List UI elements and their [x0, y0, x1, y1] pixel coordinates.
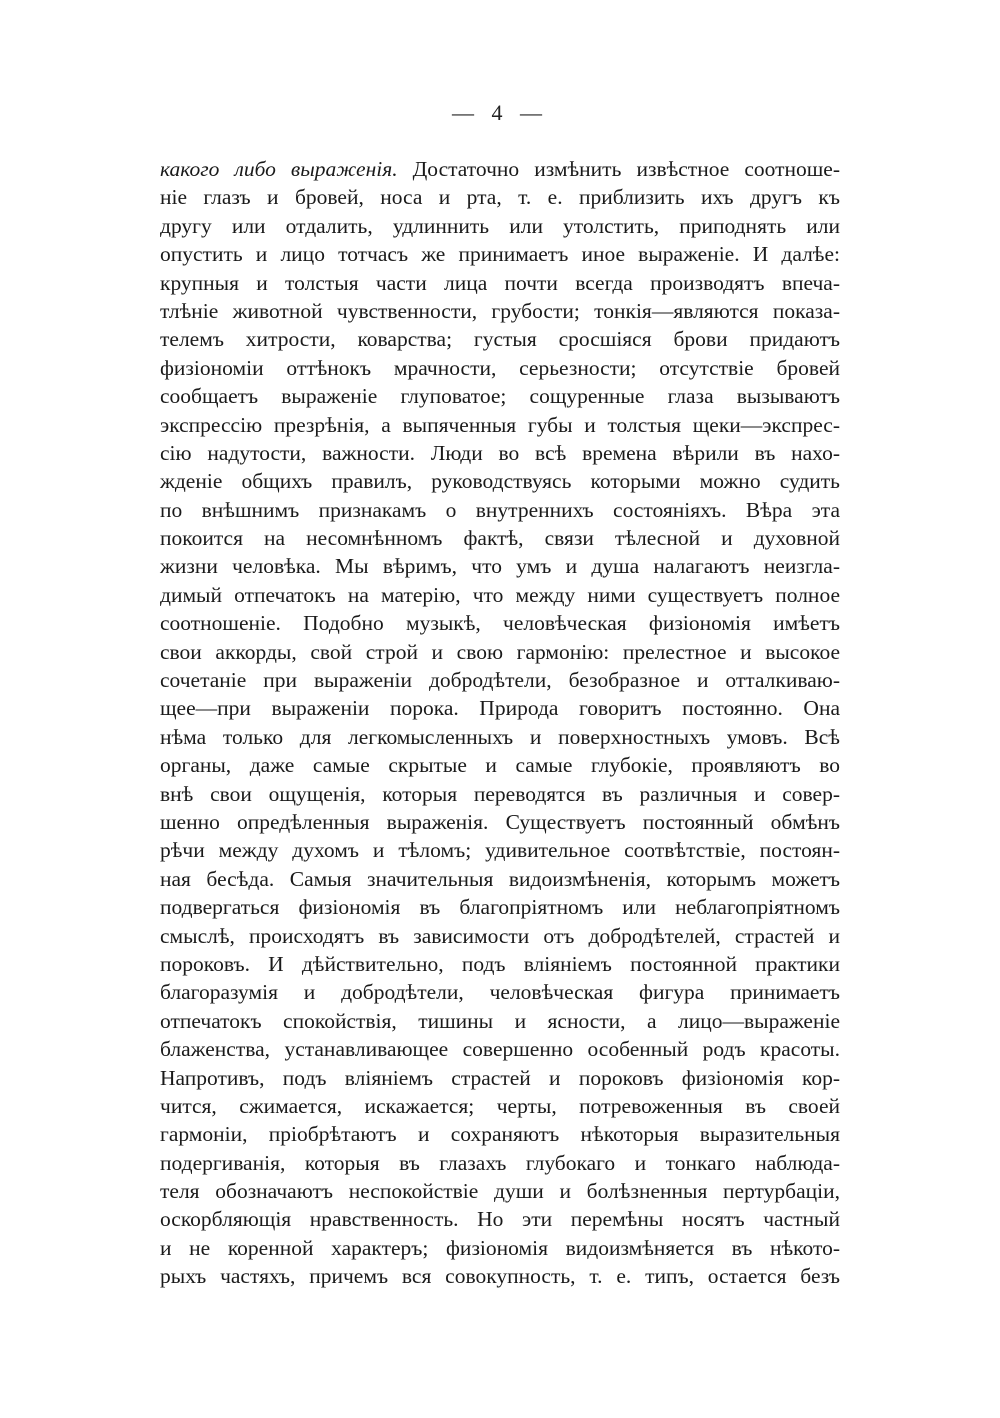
text-line: щее—при выраженіи порока. Природа говоритъ постоянно. Она: [160, 696, 840, 721]
text-line: ная бесѣда. Самыя значительныя видоизмѣненія, которымъ можетъ: [160, 866, 840, 891]
text-line-rest: Достаточно измѣнить извѣстное соотноше-: [397, 157, 840, 181]
text-line: оскорбляющія нравственность. Но эти перемѣны носятъ частный: [160, 1207, 840, 1232]
italic-phrase: какого либо выраженія.: [160, 157, 398, 181]
text-line: крупныя и толстыя части лица почти всегда производятъ впеча-: [160, 270, 840, 295]
text-line: по внѣшнимъ признакамъ о внутреннихъ состояніяхъ. Вѣра эта: [160, 497, 840, 522]
text-line: жизни человѣка. Мы вѣримъ, что умъ и душа налагаютъ неизгла-: [160, 554, 840, 579]
text-line: сообщаетъ выраженіе глуповатое; сощуренные глаза вызываютъ: [160, 384, 840, 409]
text-line: отпечатокъ спокойствія, тишины и ясности, а лицо—выраженіе: [160, 1008, 840, 1033]
text-line: нѣма только для легкомысленныхъ и поверхностныхъ умовъ. Всѣ: [160, 724, 840, 749]
text-line: Напротивъ, подъ вліяніемъ страстей и пороковъ физіономія кор-: [160, 1065, 840, 1090]
text-line: чится, сжимается, искажается; черты, потревоженныя въ своей: [160, 1093, 840, 1118]
text-line: соотношеніе. Подобно музыкѣ, человѣческая физіономія имѣетъ: [160, 611, 840, 636]
text-line: органы, даже самые скрытые и самые глубокіе, проявляютъ во: [160, 753, 840, 778]
text-line: рѣчи между духомъ и тѣломъ; удивительное соотвѣтствіе, постоян-: [160, 838, 840, 863]
text-line: тлѣніе животной чувственности, грубости; тонкія—являются показа-: [160, 298, 840, 323]
text-line: рыхъ частяхъ, причемъ вся совокупность, т. е. типъ, остается безъ: [160, 1264, 840, 1289]
text-line: телемъ хитрости, коварства; густыя сросшіяся брови придаютъ: [160, 327, 840, 352]
text-line: другу или отдалить, удлиннить или утолстить, приподнять или: [160, 213, 840, 238]
text-line: и не коренной характеръ; физіономія видоизмѣняется въ нѣкото-: [160, 1235, 840, 1260]
text-line: физіономіи оттѣнокъ мрачности, серьезности; отсутствіе бровей: [160, 355, 840, 380]
text-line: свои аккорды, свой строй и свою гармонію: прелестное и высокое: [160, 639, 840, 664]
text-line: теля обозначаютъ неспокойствіе души и болѣзненныя пертурбаціи,: [160, 1179, 840, 1204]
text-line: экспрессію презрѣнія, а выпяченныя губы и толстыя щеки—экспрес-: [160, 412, 840, 437]
text-line: блаженства, устанавливающее совершенно особенный родъ красоты.: [160, 1037, 840, 1062]
text-line: [160, 155, 840, 183]
text-line: сію надутости, важности. Люди во всѣ времена вѣрили въ нахо-: [160, 440, 840, 465]
page-number: — 4 —: [452, 100, 548, 125]
text-line: покоится на несомнѣнномъ фактѣ, связи тѣлесной и духовной: [160, 526, 840, 551]
text-line: димый отпечатокъ на матерію, что между ними существуетъ полное: [160, 582, 840, 607]
text-line: сочетаніе при выраженіи добродѣтели, безобразное и отталкиваю-: [160, 668, 840, 693]
body-text: [160, 155, 840, 1291]
text-line: опустить и лицо тотчасъ же принимаетъ иное выраженіе. И далѣе:: [160, 242, 840, 267]
text-line: подергиванія, которыя въ глазахъ глубокаго и тонкаго наблюда-: [160, 1150, 840, 1175]
text-line: гармоніи, пріобрѣтаютъ и сохраняютъ нѣкоторыя выразительныя: [160, 1122, 840, 1147]
text-line: внѣ свои ощущенія, которыя переводятся въ различныя и совер-: [160, 781, 840, 806]
text-line: благоразумія и добродѣтели, человѣческая фигура принимаетъ: [160, 980, 840, 1005]
text-line: смыслѣ, происходятъ въ зависимости отъ добродѣтелей, страстей и: [160, 923, 840, 948]
text-line: пороковъ. И дѣйствительно, подъ вліяніемъ постоянной практики: [160, 951, 840, 976]
text-line: шенно опредѣленныя выраженія. Существуетъ постоянный обмѣнъ: [160, 809, 840, 834]
text-line: ніе глазъ и бровей, носа и рта, т. е. приблизить ихъ другъ къ: [160, 185, 840, 210]
text-line: жденіе общихъ правилъ, руководствуясь которыми можно судить: [160, 469, 840, 494]
text-line: подвергаться физіономія въ благопріятномъ или неблагопріятномъ: [160, 895, 840, 920]
